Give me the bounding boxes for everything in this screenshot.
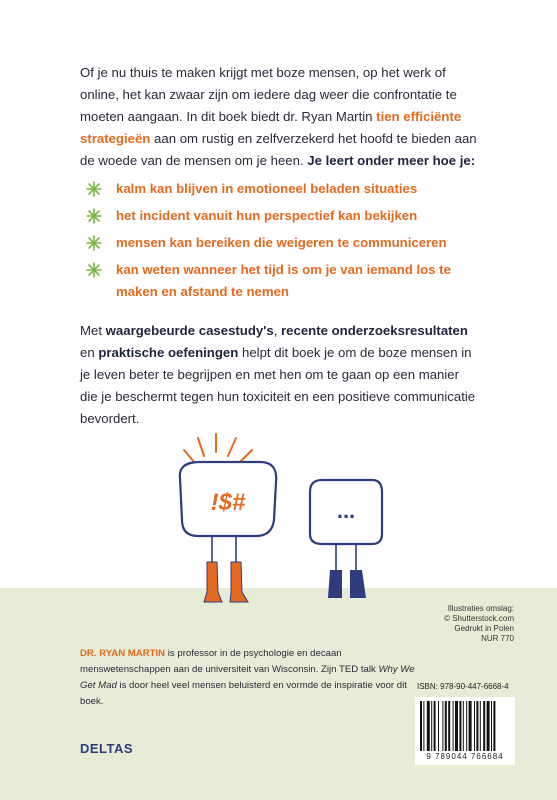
para-text: ,: [273, 323, 282, 338]
para-text: helpt dit boek je om de boze mensen in je leven beter te begrijpen en met hen om te gaan op een manier die je beschermt tegen hun toxiciteit en een positieve communicatie bevordert.: [80, 345, 476, 426]
credit-line: Illustraties omslag:: [447, 604, 514, 613]
talk-title: Why We Get Mad: [80, 664, 415, 691]
anger-lines-icon: [184, 434, 252, 462]
publisher-logo: DELTAS: [80, 741, 134, 756]
author-name: DR. RYAN MARTIN: [80, 648, 166, 659]
body-paragraph: [80, 320, 480, 430]
credit-line: Gedrukt in Polen: [454, 624, 514, 633]
illustration-angry-and-calm-speech-bubbles: [160, 432, 400, 607]
angry-symbols: !$#: [210, 489, 246, 516]
isbn-label: ISBN: 978-90-447-6668-4: [417, 682, 509, 691]
angry-legs: [212, 536, 236, 564]
author-text: is professor in de psychologie en decaan menswetenschappen aan de universiteit van Wisconsin. Zijn TED talk: [80, 648, 379, 675]
isbn-digits: 9 789044 766684: [426, 752, 504, 761]
isbn-barcode-box: [415, 682, 515, 765]
calm-legs: [336, 544, 356, 572]
list-item: [86, 178, 486, 200]
calm-figure: [310, 480, 382, 598]
barcode-icon: [419, 701, 511, 751]
para-text: Met: [80, 323, 106, 338]
list-item: [86, 232, 486, 254]
para-bold: praktische oefeningen: [98, 345, 239, 360]
intro-bold: Je leert onder meer hoe je:: [307, 153, 476, 168]
para-bold: waargebeurde casestudy's: [105, 323, 274, 338]
para-bold: recente onderzoeksresultaten: [281, 323, 468, 338]
author-bio: [80, 646, 420, 710]
bullet-text: kalm kan blijven in emotioneel beladen situaties: [116, 181, 418, 196]
author-text-2: is door heel veel mensen beluisterd en vormde de inspiratie voor dit boek.: [80, 680, 407, 707]
credit-line: NUR 770: [481, 634, 514, 643]
calm-ellipsis: ...: [336, 498, 356, 523]
intro-text: Of je nu thuis te maken krijgt met boze mensen, op het werk of online, het kan zwaar zijn om iedere dag weer die confrontatie te moeten aangaan. In dit boek biedt dr. Ryan Martin: [80, 65, 457, 124]
para-text: en: [80, 345, 99, 360]
list-item: [86, 259, 486, 303]
bullet-text: het incident vanuit hun perspectief kan bekijken: [116, 208, 418, 223]
intro-paragraph: [80, 62, 480, 172]
intro-highlight: tien efficiënte strategieën: [80, 109, 462, 146]
bullet-text: kan weten wanneer het tijd is om je van iemand los te maken en afstand te nemen: [116, 262, 451, 299]
intro-text-2: aan om rustig en zelfverzekerd het hoofd te bieden aan de woede van de mensen om je heen.: [80, 131, 477, 168]
right-shoe: [350, 570, 366, 598]
left-boot: [204, 562, 222, 602]
right-boot: [230, 562, 248, 602]
credit-line: © Shutterstock.com: [444, 614, 514, 623]
bullet-text: mensen kan bereiken die weigeren te communiceren: [116, 235, 447, 250]
angry-figure: [180, 434, 276, 602]
star-burst-icon: [86, 181, 102, 197]
cover-credits: [364, 604, 514, 644]
star-burst-icon: [86, 262, 102, 278]
star-burst-icon: [86, 208, 102, 224]
list-item: [86, 205, 486, 227]
left-shoe: [328, 570, 342, 598]
bullet-list: [86, 178, 486, 308]
star-burst-icon: [86, 235, 102, 251]
